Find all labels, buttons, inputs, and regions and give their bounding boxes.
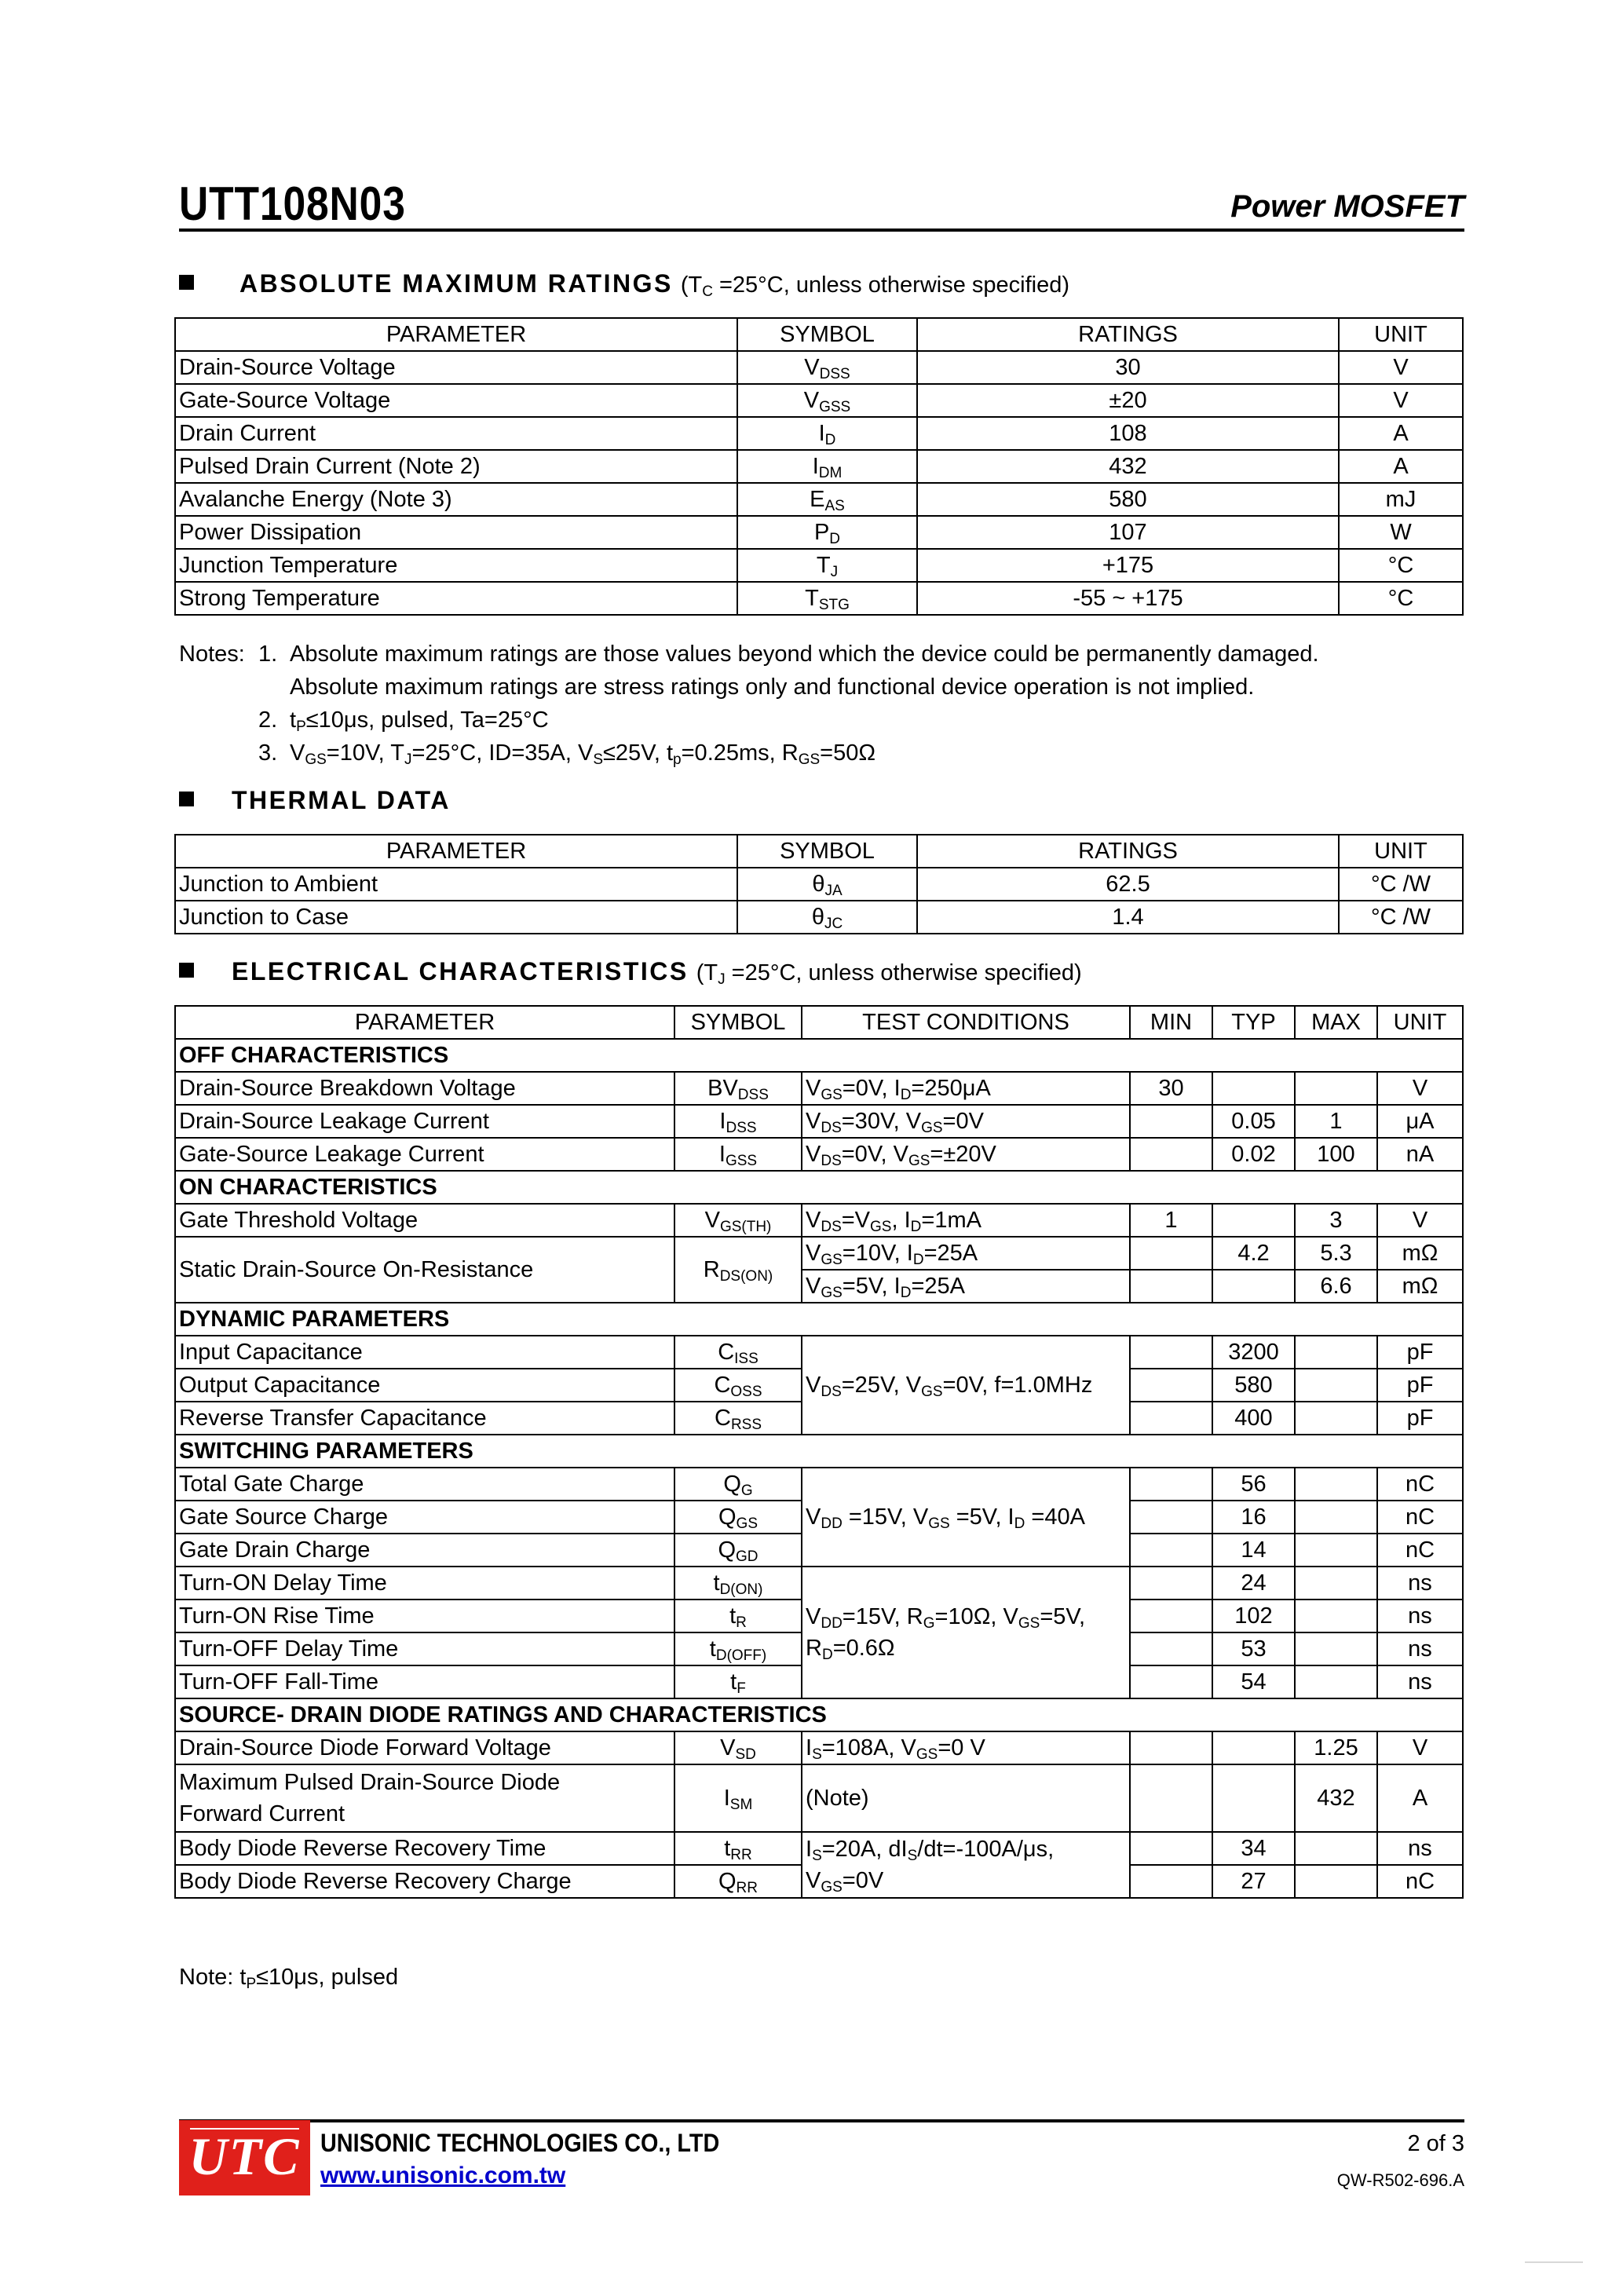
- symbol-cell: $V_{GSS}$: [737, 384, 917, 417]
- typ-cell: 102: [1212, 1600, 1295, 1632]
- max-cell: [1295, 1072, 1377, 1105]
- table-header-row: [175, 835, 1463, 868]
- table-row: [175, 516, 1463, 549]
- unit-cell: ns: [1377, 1665, 1463, 1698]
- rating-cell: 62.5: [917, 868, 1339, 901]
- table-row: [175, 351, 1463, 384]
- max-cell: [1295, 1632, 1377, 1665]
- condition-cell: (Note): [802, 1764, 1130, 1832]
- typ-cell: 0.05: [1212, 1105, 1295, 1138]
- table-row: [175, 384, 1463, 417]
- param-cell: Junction Temperature: [175, 549, 737, 582]
- table-row: [175, 1832, 1463, 1865]
- col-header: SYMBOL: [737, 835, 917, 868]
- typ-cell: [1212, 1270, 1295, 1303]
- condition-cell: $V_{GS}=10V$, $I_D=25A$: [802, 1237, 1130, 1270]
- min-cell: [1130, 1468, 1212, 1501]
- symbol-cell: $t_{D(OFF)}$: [674, 1632, 802, 1665]
- min-cell: [1130, 1865, 1212, 1898]
- bullet-icon: [179, 963, 194, 978]
- rating-cell: ±20: [917, 384, 1339, 417]
- unit-cell: °C: [1339, 549, 1463, 582]
- electrical-table: [174, 1005, 1464, 1899]
- symbol-cell: $V_{GS(TH)}$: [674, 1204, 802, 1237]
- table-header-row: [175, 318, 1463, 351]
- page-number: 2 of 3: [1407, 2131, 1464, 2156]
- group-row: [175, 1171, 1463, 1204]
- abs-max-rows: [175, 351, 1463, 615]
- section-abs-max-heading: [179, 269, 1069, 298]
- table-row: [175, 582, 1463, 615]
- group-row: [175, 1039, 1463, 1072]
- min-cell: [1130, 1402, 1212, 1435]
- note-text: $t_P\le 10\mu s$, pulsed, Ta=25°C: [290, 707, 549, 735]
- table-header-row: [175, 1006, 1463, 1039]
- max-cell: [1295, 1665, 1377, 1698]
- unit-cell: °C /W: [1339, 868, 1463, 901]
- unit-cell: mΩ: [1377, 1237, 1463, 1270]
- typ-cell: 4.2: [1212, 1237, 1295, 1270]
- unit-cell: nC: [1377, 1468, 1463, 1501]
- max-cell: 3: [1295, 1204, 1377, 1237]
- min-cell: [1130, 1501, 1212, 1534]
- rating-cell: 580: [917, 483, 1339, 516]
- symbol-cell: $P_D$: [737, 516, 917, 549]
- condition-cell: $V_{GS}=0V$, $I_D=250\mu A$: [802, 1072, 1130, 1105]
- section-thermal-heading: [179, 786, 451, 815]
- col-header: UNIT: [1339, 835, 1463, 868]
- symbol-cell: $t_F$: [674, 1665, 802, 1698]
- max-cell: [1295, 1336, 1377, 1369]
- symbol-cell: $t_{D(ON)}$: [674, 1567, 802, 1600]
- param-cell: Drain-Source Breakdown Voltage: [175, 1072, 674, 1105]
- product-type: Power MOSFET: [1230, 189, 1464, 224]
- param-cell: Body Diode Reverse Recovery Time: [175, 1832, 674, 1865]
- note-text: Absolute maximum ratings are stress ratings only and functional device operation is not implied.: [290, 675, 1255, 700]
- section-electrical-heading: [179, 957, 1082, 986]
- symbol-cell: $BV_{DSS}$: [674, 1072, 802, 1105]
- param-cell: Gate-Source Voltage: [175, 384, 737, 417]
- condition-line: $V_{GS}=0V$: [806, 1868, 884, 1896]
- max-cell: [1295, 1534, 1377, 1567]
- typ-cell: [1212, 1072, 1295, 1105]
- typ-cell: [1212, 1731, 1295, 1764]
- param-cell: Drain-Source Leakage Current: [175, 1105, 674, 1138]
- symbol-cell: $t_{RR}$: [674, 1832, 802, 1865]
- notes-label: Notes:: [179, 642, 245, 667]
- param-cell: Turn-ON Delay Time: [175, 1567, 674, 1600]
- col-header: TEST CONDITIONS: [802, 1006, 1130, 1039]
- min-cell: [1130, 1600, 1212, 1632]
- condition-cell: [802, 1832, 1130, 1898]
- symbol-cell: $I_D$: [737, 417, 917, 450]
- unit-cell: mJ: [1339, 483, 1463, 516]
- abs-max-table: [174, 317, 1464, 616]
- col-header: PARAMETER: [175, 1006, 674, 1039]
- logo-text: UTC: [188, 2126, 301, 2186]
- typ-cell: [1212, 1204, 1295, 1237]
- table-row: [175, 1105, 1463, 1138]
- symbol-cell: $V_{SD}$: [674, 1731, 802, 1764]
- min-cell: [1130, 1534, 1212, 1567]
- unit-cell: A: [1339, 450, 1463, 483]
- max-cell: [1295, 1468, 1377, 1501]
- thermal-rows: [175, 868, 1463, 934]
- note-text: Absolute maximum ratings are those values beyond which the device could be permanently damaged.: [290, 642, 1319, 667]
- condition-cell: $V_{DS}=0V$, $V_{GS}=\pm 20V$: [802, 1138, 1130, 1171]
- typ-cell: 14: [1212, 1534, 1295, 1567]
- param-cell: Output Capacitance: [175, 1369, 674, 1402]
- bullet-icon: [179, 792, 194, 806]
- group-title: DYNAMIC PARAMETERS: [175, 1303, 1463, 1336]
- unit-cell: nA: [1377, 1138, 1463, 1171]
- unit-cell: °C /W: [1339, 901, 1463, 934]
- condition-cell: $V_{GS}=5V$, $I_D=25A$: [802, 1270, 1130, 1303]
- param-cell: [175, 1764, 674, 1832]
- col-header: RATINGS: [917, 318, 1339, 351]
- unit-cell: μA: [1377, 1105, 1463, 1138]
- min-cell: 30: [1130, 1072, 1212, 1105]
- group-title: SWITCHING PARAMETERS: [175, 1435, 1463, 1468]
- condition-cell: $V_{DD} =15V$, $V_{GS} =5V$, $I_D =40A$: [802, 1468, 1130, 1567]
- table-row: [175, 483, 1463, 516]
- col-header: SYMBOL: [737, 318, 917, 351]
- typ-cell: 27: [1212, 1865, 1295, 1898]
- group-row: [175, 1698, 1463, 1731]
- rating-cell: 1.4: [917, 901, 1339, 934]
- table-row: [175, 1204, 1463, 1237]
- unit-cell: V: [1377, 1204, 1463, 1237]
- page-header: [179, 177, 1464, 232]
- max-cell: [1295, 1865, 1377, 1898]
- symbol-cell: $C_{ISS}$: [674, 1336, 802, 1369]
- table-row: [175, 901, 1463, 934]
- param-cell: Reverse Transfer Capacitance: [175, 1402, 674, 1435]
- typ-cell: 54: [1212, 1665, 1295, 1698]
- max-cell: [1295, 1600, 1377, 1632]
- symbol-cell: $V_{DSS}$: [737, 351, 917, 384]
- min-cell: [1130, 1237, 1212, 1270]
- param-cell: Gate Drain Charge: [175, 1534, 674, 1567]
- table-row: [175, 1336, 1463, 1369]
- typ-cell: 400: [1212, 1402, 1295, 1435]
- min-cell: [1130, 1832, 1212, 1865]
- col-header: UNIT: [1339, 318, 1463, 351]
- electrical-note: Note: $t_P\le 10\mu s$, pulsed: [179, 1965, 399, 1992]
- symbol-cell: $Q_{GS}$: [674, 1501, 802, 1534]
- group-title: SOURCE- DRAIN DIODE RATINGS AND CHARACTERISTICS: [175, 1698, 1463, 1731]
- col-header: RATINGS: [917, 835, 1339, 868]
- condition-cell: $V_{DS}=25V$, $V_{GS}=0V$, f=1.0MHz: [802, 1336, 1130, 1435]
- section-title: THERMAL DATA: [232, 786, 451, 814]
- symbol-cell: $E_{AS}$: [737, 483, 917, 516]
- table-row: [175, 1138, 1463, 1171]
- table-row: [175, 417, 1463, 450]
- unit-cell: nC: [1377, 1865, 1463, 1898]
- table-row: [175, 868, 1463, 901]
- rating-cell: 108: [917, 417, 1339, 450]
- min-cell: [1130, 1665, 1212, 1698]
- max-cell: 432: [1295, 1764, 1377, 1832]
- condition-line: $R_D=0.6\Omega$: [806, 1636, 895, 1663]
- param-cell: Avalanche Energy (Note 3): [175, 483, 737, 516]
- max-cell: 100: [1295, 1138, 1377, 1171]
- typ-cell: 34: [1212, 1832, 1295, 1865]
- min-cell: [1130, 1270, 1212, 1303]
- param-cell: Junction to Case: [175, 901, 737, 934]
- footer-divider: [179, 2119, 1464, 2122]
- rating-cell: 107: [917, 516, 1339, 549]
- section-condition: ($T_J =25^\circ C$, unless otherwise specified): [696, 960, 1082, 988]
- unit-cell: V: [1339, 351, 1463, 384]
- symbol-cell: $R_{DS(ON)}$: [674, 1237, 802, 1303]
- max-cell: [1295, 1501, 1377, 1534]
- min-cell: [1130, 1138, 1212, 1171]
- symbol-cell: $C_{RSS}$: [674, 1402, 802, 1435]
- param-cell: Turn-OFF Delay Time: [175, 1632, 674, 1665]
- max-cell: [1295, 1402, 1377, 1435]
- table-row: [175, 549, 1463, 582]
- max-cell: 1: [1295, 1105, 1377, 1138]
- param-cell: Gate-Source Leakage Current: [175, 1138, 674, 1171]
- condition-line: $V_{DD}=15V$, $R_G=10\Omega$, $V_{GS}=5V$,: [806, 1604, 1086, 1632]
- unit-cell: V: [1339, 384, 1463, 417]
- condition-line: $I_S=20A$, $dI_S/dt=-100A/\mu s$,: [806, 1837, 1055, 1864]
- min-cell: [1130, 1731, 1212, 1764]
- group-row: [175, 1303, 1463, 1336]
- unit-cell: ns: [1377, 1600, 1463, 1632]
- table-row: [175, 1468, 1463, 1501]
- param-cell: Body Diode Reverse Recovery Charge: [175, 1865, 674, 1898]
- col-header: PARAMETER: [175, 318, 737, 351]
- group-title: ON CHARACTERISTICS: [175, 1171, 1463, 1204]
- rating-cell: +175: [917, 549, 1339, 582]
- symbol-cell: $T_J$: [737, 549, 917, 582]
- param-cell: Gate Source Charge: [175, 1501, 674, 1534]
- table-row: [175, 450, 1463, 483]
- max-cell: [1295, 1567, 1377, 1600]
- condition-cell: $V_{DS}=30V$, $V_{GS}=0V$: [802, 1105, 1130, 1138]
- symbol-cell: $C_{OSS}$: [674, 1369, 802, 1402]
- param-cell: Strong Temperature: [175, 582, 737, 615]
- col-header: MAX: [1295, 1006, 1377, 1039]
- symbol-cell: $\theta_{JC}$: [737, 901, 917, 934]
- unit-cell: ns: [1377, 1832, 1463, 1865]
- col-header: SYMBOL: [674, 1006, 802, 1039]
- unit-cell: ns: [1377, 1632, 1463, 1665]
- typ-cell: 16: [1212, 1501, 1295, 1534]
- note-number: 3.: [258, 740, 278, 766]
- typ-cell: 24: [1212, 1567, 1295, 1600]
- condition-cell: $V_{DS}=V_{GS}$, $I_D=1mA$: [802, 1204, 1130, 1237]
- min-cell: 1: [1130, 1204, 1212, 1237]
- min-cell: [1130, 1336, 1212, 1369]
- unit-cell: nC: [1377, 1501, 1463, 1534]
- col-header: TYP: [1212, 1006, 1295, 1039]
- condition-cell: $I_S=108A$, $V_{GS}=0$ V: [802, 1731, 1130, 1764]
- typ-cell: 0.02: [1212, 1138, 1295, 1171]
- section-title: ABSOLUTE MAXIMUM RATINGS: [239, 269, 673, 298]
- typ-cell: 3200: [1212, 1336, 1295, 1369]
- param-cell: Junction to Ambient: [175, 868, 737, 901]
- symbol-cell: $Q_{GD}$: [674, 1534, 802, 1567]
- symbol-cell: $Q_G$: [674, 1468, 802, 1501]
- unit-cell: pF: [1377, 1402, 1463, 1435]
- unit-cell: °C: [1339, 582, 1463, 615]
- group-row: [175, 1435, 1463, 1468]
- group-title: OFF CHARACTERISTICS: [175, 1039, 1463, 1072]
- rating-cell: 30: [917, 351, 1339, 384]
- website-link[interactable]: www.unisonic.com.tw: [320, 2163, 566, 2188]
- thermal-table: [174, 834, 1464, 934]
- typ-cell: [1212, 1764, 1295, 1832]
- bullet-icon: [179, 275, 194, 290]
- symbol-cell: $I_{GSS}$: [674, 1138, 802, 1171]
- table-row: [175, 1731, 1463, 1764]
- min-cell: [1130, 1632, 1212, 1665]
- utc-logo: [179, 2120, 310, 2195]
- param-line: Forward Current: [179, 1801, 345, 1826]
- table-row: [175, 1764, 1463, 1832]
- min-cell: [1130, 1764, 1212, 1832]
- min-cell: [1130, 1369, 1212, 1402]
- rating-cell: -55 ~ +175: [917, 582, 1339, 615]
- unit-cell: A: [1339, 417, 1463, 450]
- symbol-cell: $t_R$: [674, 1600, 802, 1632]
- unit-cell: V: [1377, 1072, 1463, 1105]
- document-number: QW-R502-696.A: [1336, 2170, 1464, 2190]
- param-cell: Turn-ON Rise Time: [175, 1600, 674, 1632]
- param-cell: Drain-Source Diode Forward Voltage: [175, 1731, 674, 1764]
- col-header: UNIT: [1377, 1006, 1463, 1039]
- param-cell: Static Drain-Source On-Resistance: [175, 1237, 674, 1303]
- max-cell: [1295, 1832, 1377, 1865]
- section-title: ELECTRICAL CHARACTERISTICS: [232, 957, 689, 985]
- note-text: $V_{GS}=10V$, $T_J=25^\circ C$, ID=35A, $V_S\le 25V$, $t_p=0.25ms$, $R_{GS}=50\Omega$: [290, 740, 876, 768]
- table-row: [175, 1237, 1463, 1270]
- col-header: MIN: [1130, 1006, 1212, 1039]
- param-cell: Total Gate Charge: [175, 1468, 674, 1501]
- scan-artifact: [1525, 2261, 1583, 2263]
- symbol-cell: $I_{DM}$: [737, 450, 917, 483]
- table-row: [175, 1072, 1463, 1105]
- unit-cell: W: [1339, 516, 1463, 549]
- unit-cell: ns: [1377, 1567, 1463, 1600]
- typ-cell: 53: [1212, 1632, 1295, 1665]
- param-cell: Input Capacitance: [175, 1336, 674, 1369]
- min-cell: [1130, 1105, 1212, 1138]
- note-number: 1.: [258, 642, 278, 667]
- max-cell: 6.6: [1295, 1270, 1377, 1303]
- param-cell: Turn-OFF Fall-Time: [175, 1665, 674, 1698]
- condition-cell: [802, 1567, 1130, 1698]
- max-cell: 5.3: [1295, 1237, 1377, 1270]
- unit-cell: A: [1377, 1764, 1463, 1832]
- param-cell: Gate Threshold Voltage: [175, 1204, 674, 1237]
- rating-cell: 432: [917, 450, 1339, 483]
- note-number: 2.: [258, 707, 278, 733]
- max-cell: 1.25: [1295, 1731, 1377, 1764]
- min-cell: [1130, 1567, 1212, 1600]
- symbol-cell: $Q_{RR}$: [674, 1865, 802, 1898]
- typ-cell: 56: [1212, 1468, 1295, 1501]
- param-cell: Drain-Source Voltage: [175, 351, 737, 384]
- unit-cell: pF: [1377, 1369, 1463, 1402]
- param-cell: Pulsed Drain Current (Note 2): [175, 450, 737, 483]
- typ-cell: 580: [1212, 1369, 1295, 1402]
- unit-cell: pF: [1377, 1336, 1463, 1369]
- unit-cell: mΩ: [1377, 1270, 1463, 1303]
- unit-cell: V: [1377, 1731, 1463, 1764]
- symbol-cell: $\theta_{JA}$: [737, 868, 917, 901]
- table-row: [175, 1567, 1463, 1600]
- part-number: UTT108N03: [179, 177, 406, 230]
- max-cell: [1295, 1369, 1377, 1402]
- section-condition: ($T_C =25^\circ C$, unless otherwise specified): [680, 272, 1070, 300]
- param-cell: Power Dissipation: [175, 516, 737, 549]
- symbol-cell: $T_{STG}$: [737, 582, 917, 615]
- company-name: UNISONIC TECHNOLOGIES CO., LTD: [320, 2129, 720, 2157]
- unit-cell: nC: [1377, 1534, 1463, 1567]
- param-line: Maximum Pulsed Drain-Source Diode: [179, 1770, 561, 1795]
- col-header: PARAMETER: [175, 835, 737, 868]
- param-cell: Drain Current: [175, 417, 737, 450]
- symbol-cell: $I_{SM}$: [674, 1764, 802, 1832]
- symbol-cell: $I_{DSS}$: [674, 1105, 802, 1138]
